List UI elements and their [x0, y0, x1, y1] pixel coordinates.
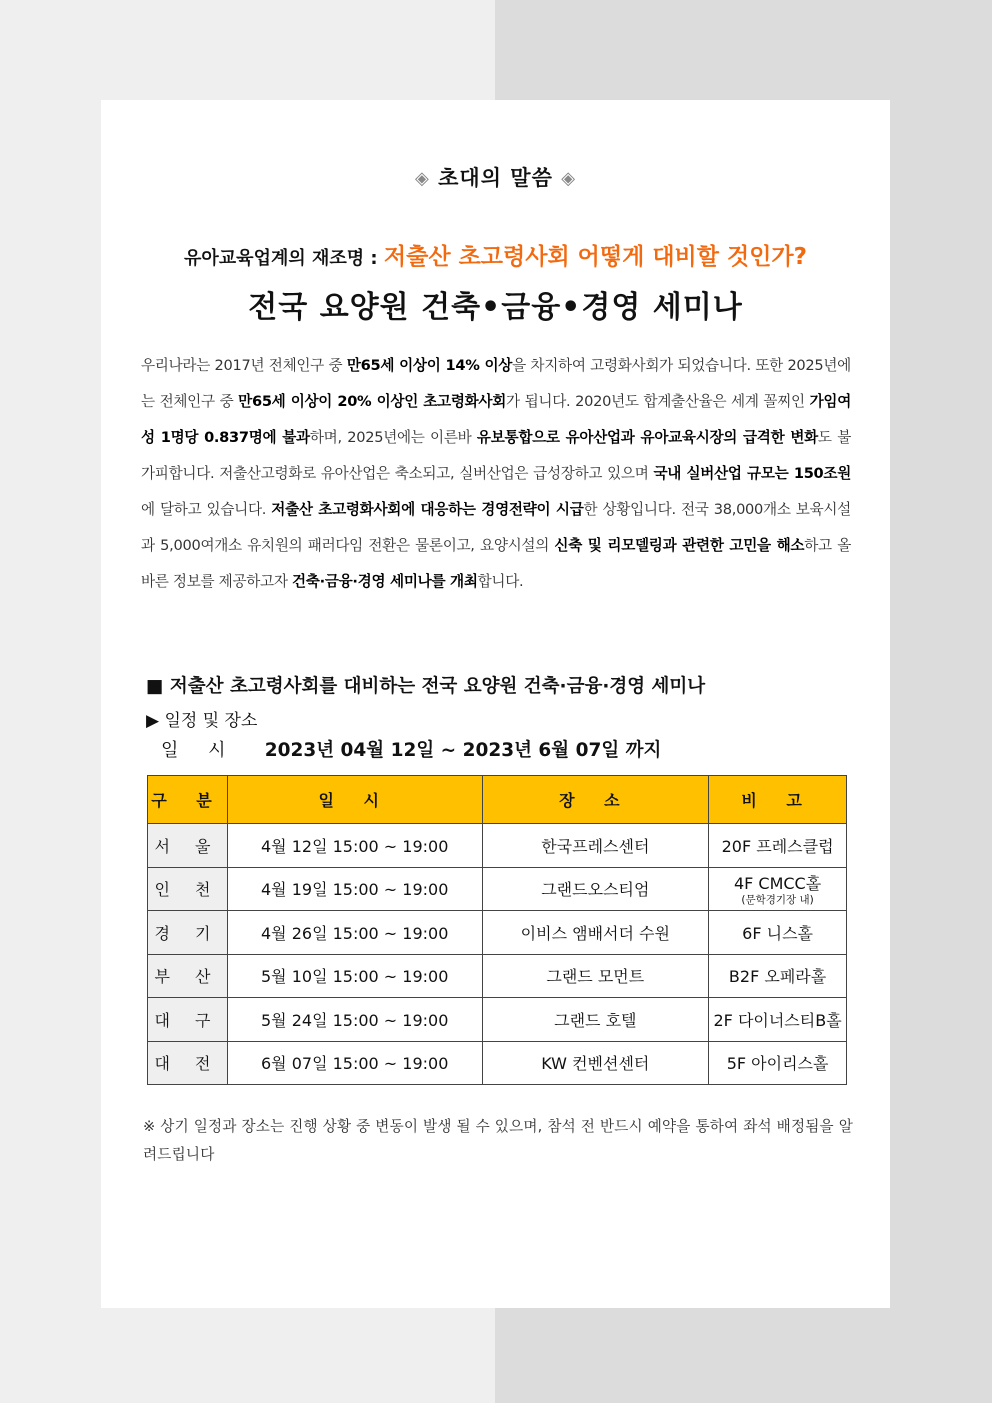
- column-header: 구 분: [148, 776, 228, 824]
- note-subtext: (문학경기장 내): [741, 893, 814, 906]
- datetime-cell: 5월 24일 15:00 ~ 19:00: [227, 998, 482, 1042]
- footnote: ※ 상기 일정과 장소는 진행 상황 중 변동이 발생 될 수 있으며, 참석 전 반드시 예약을 통하여 좌석 배정됨을 알려드립니다: [143, 1118, 853, 1163]
- section-heading: ■ 저출산 초고령사회를 대비하는 전국 요양원 건축·금융·경영 세미나: [146, 676, 706, 697]
- table-row: [148, 867, 847, 911]
- intro-text: 하고 올바른 정보를 제공하고자: [141, 537, 852, 590]
- date-value: 2023년 04월 12일 ~ 2023년 6월 07일 까지: [264, 740, 662, 761]
- intro-bold: 가임여성 1명당 0.837명에 불과: [141, 393, 852, 446]
- note-cell: [709, 954, 847, 998]
- note-text: 4F CMCC홀: [733, 873, 822, 893]
- note-text: B2F 오페라홀: [728, 967, 827, 987]
- datetime-cell: 5월 10일 15:00 ~ 19:00: [227, 954, 482, 998]
- background-top-right: [495, 0, 992, 100]
- region-cell: 인 천: [148, 867, 228, 911]
- diamond-icon: ◈: [414, 168, 430, 189]
- intro-text: 도 불가피합니다. 저출산고령화로 유아산업은 축소되고, 실버산업은 급성장하고 있으며: [141, 429, 851, 482]
- intro-text: 한 상황입니다. 전국 38,000개소 보육시설과 5,000여개소 유치원의 패러다임 전환은 물론이고, 요양시설의: [141, 501, 851, 554]
- venue-cell: 그랜드 모먼트: [482, 954, 709, 998]
- note-cell: [709, 911, 847, 955]
- intro-bold: 저출산 초고령화사회에 대응하는 경영전략이 시급: [271, 501, 584, 518]
- note-text: 2F 다이너스티B홀: [713, 1010, 842, 1030]
- note-cell: [709, 824, 847, 868]
- venue-cell: 이비스 앰배서더 수원: [482, 911, 709, 955]
- note-text: 6F 니스홀: [742, 923, 813, 943]
- intro-text: 에 달하고 있습니다.: [141, 501, 272, 518]
- date-label: 일 시: [161, 740, 238, 761]
- page-title: 전국 요양원 건축•금융•경영 세미나: [248, 290, 743, 325]
- schedule-table: [147, 775, 847, 1085]
- section-subheading: ▶ 일정 및 장소: [146, 711, 258, 731]
- venue-cell: 그랜드 호텔: [482, 998, 709, 1042]
- table-row: [148, 911, 847, 955]
- table-header-row: [148, 776, 847, 824]
- table-row: [148, 954, 847, 998]
- intro-bold: 만65세 이상이 14% 이상: [346, 357, 513, 374]
- intro-bold: 신축 및 리모델링과 관련한 고민을 해소: [554, 537, 805, 554]
- datetime-cell: 6월 07일 15:00 ~ 19:00: [227, 1041, 482, 1085]
- intro-text: 을 차지하여 고령화사회가 되었습니다. 또한 2025년에는 전체인구 중: [141, 357, 851, 410]
- note-cell: [709, 1041, 847, 1085]
- background-top-left: [0, 0, 495, 100]
- column-header: 장 소: [482, 776, 709, 824]
- intro-paragraph: [141, 348, 851, 600]
- intro-bold: 국내 실버산업 규모는 150조원: [653, 465, 852, 482]
- document-page: [101, 100, 890, 1308]
- region-cell: 부 산: [148, 954, 228, 998]
- intro-text: 합니다.: [477, 573, 524, 590]
- background-right: [890, 100, 992, 1308]
- note-text: 20F 프레스클럽: [721, 836, 834, 856]
- subtitle: [101, 238, 890, 271]
- venue-cell: 한국프레스센터: [482, 824, 709, 868]
- intro-bold: 만65세 이상이 20% 이상인 초고령화사회: [238, 393, 507, 410]
- table-row: [148, 998, 847, 1042]
- diamond-icon: ◈: [561, 168, 577, 189]
- background-bottom-left: [0, 1308, 495, 1403]
- region-cell: 대 구: [148, 998, 228, 1042]
- table-row: [148, 1041, 847, 1085]
- table-row: [148, 824, 847, 868]
- intro-text: 가 됩니다. 2020년도 합계출산율은 세계 꼴찌인: [506, 393, 810, 410]
- greeting-text: 초대의 말씀: [438, 166, 553, 190]
- datetime-cell: 4월 19일 15:00 ~ 19:00: [227, 867, 482, 911]
- note-text: 5F 아이리스홀: [726, 1054, 829, 1074]
- venue-cell: KW 컨벤션센터: [482, 1041, 709, 1085]
- date-line: [161, 736, 661, 762]
- note-cell: [709, 867, 847, 911]
- intro-text: 우리나라는 2017년 전체인구 중: [141, 357, 347, 374]
- region-cell: 경 기: [148, 911, 228, 955]
- background-left: [0, 100, 101, 1308]
- subtitle-highlight: 저출산 초고령사회 어떻게 대비할 것인가?: [383, 244, 807, 270]
- intro-text: 하며, 2025년에는 이른바: [309, 429, 477, 446]
- intro-bold: 유보통합으로 유아산업과 유아교육시장의 급격한 변화: [476, 429, 818, 446]
- region-cell: 서 울: [148, 824, 228, 868]
- datetime-cell: 4월 12일 15:00 ~ 19:00: [227, 824, 482, 868]
- greeting-heading: [101, 162, 890, 192]
- subtitle-lead: 유아교육업계의 재조명 :: [184, 248, 384, 269]
- column-header: 비 고: [709, 776, 847, 824]
- note-cell: [709, 998, 847, 1042]
- column-header: 일 시: [227, 776, 482, 824]
- region-cell: 대 전: [148, 1041, 228, 1085]
- venue-cell: 그랜드오스티엄: [482, 867, 709, 911]
- intro-bold: 건축·금융·경영 세미나를 개최: [292, 573, 478, 590]
- datetime-cell: 4월 26일 15:00 ~ 19:00: [227, 911, 482, 955]
